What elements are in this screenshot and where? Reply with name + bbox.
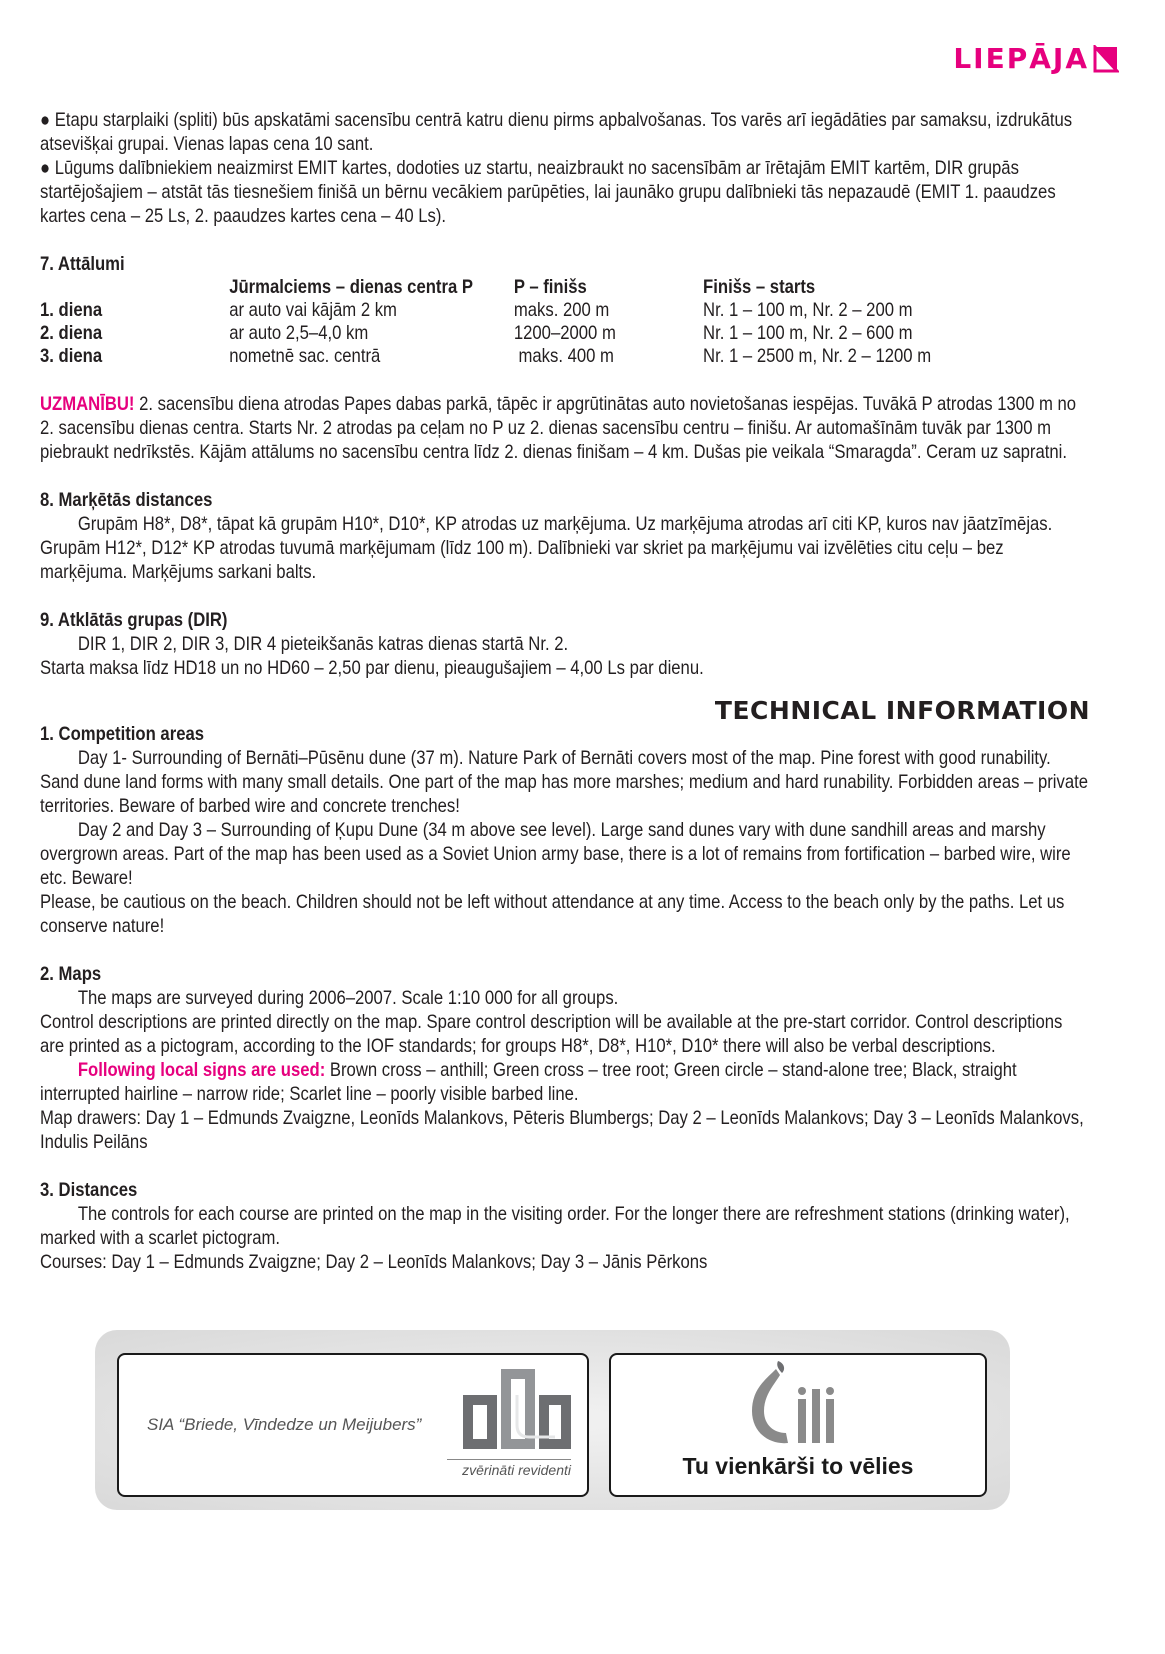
liepaja-logo <box>953 42 1119 75</box>
flag-icon <box>1093 45 1119 73</box>
sponsor-card-bvm <box>117 1353 589 1497</box>
latvian-section <box>40 108 1090 680</box>
col-header-finiss-starts: Finišs – starts <box>703 276 816 298</box>
col-header-p-finiss: P – finišs <box>513 276 587 298</box>
intro-paragraph-1: ● Etapu starplaiki (spliti) būs apskatāmi sacensību centrā katru dienu pirms apbalvošanas. Tos varēs arī iegādāties par samaksu, izdrukātus atsevišķai grupai. Vienas lapas cena 10 sant. <box>40 109 1073 155</box>
technical-section <box>40 722 1090 1274</box>
col-header-jurmalciems: Jūrmalciems – dienas centra P <box>229 276 473 298</box>
table-row: 3. diena nometnē sac. centrā maks. 400 m Nr. 1 – 2500 m, Nr. 2 – 1200 m <box>40 345 932 367</box>
page-body <box>40 108 1090 1273</box>
competition-areas-beach: Please, be cautious on the beach. Children should not be left without attendance at any time. Access to the beach only by the paths. Let us conserve nature! <box>40 891 1065 937</box>
distances-table <box>40 276 1013 368</box>
section-8-text: Grupām H8*, D8*, tāpat kā grupām H10*, D10*, KP atrodas uz marķējuma. Uz marķējuma atrodas arī citi KP, kuros nav jāatzīmējas. Grupām H12*, D12* KP atrodas tuvumā marķējumam (līdz 100 m). Dalībnieki var skriet pa marķējumu vai izvēlēties citu ceļu – bez marķējuma. Marķējums sarkani balts. <box>40 513 1053 583</box>
distances-controls: The controls for each course are printed on the map in the visiting order. For the longer there are refreshment stations (drinking water), marked with a scarlet pictogram. <box>40 1203 1070 1249</box>
bvm-logo-icon <box>459 1365 575 1453</box>
local-signs-label: Following local signs are used: <box>77 1059 326 1081</box>
section-9-title: 9. Atklātās grupas (DIR) <box>40 609 228 631</box>
section-9-line-2: Starta maksa līdz HD18 un no HD60 – 2,50 par dienu, pieaugušajiem – 4,00 Ls par dienu. <box>40 657 704 679</box>
technical-information-heading: TECHNICAL INFORMATION <box>714 696 1090 725</box>
logo-text: LIEPĀJA <box>953 42 1089 75</box>
cili-slogan: Tu vienkārši to vēlies <box>682 1453 914 1479</box>
sponsor-card-cili <box>609 1353 987 1497</box>
distances-title: 3. Distances <box>40 1179 138 1201</box>
section-9-line-1: DIR 1, DIR 2, DIR 3, DIR 4 pieteikšanās katras dienas startā Nr. 2. <box>77 633 569 655</box>
warning-label: UZMANĪBU! <box>40 393 135 415</box>
table-row: 2. diena ar auto 2,5–4,0 km 1200–2000 m Nr. 1 – 100 m, Nr. 2 – 600 m <box>40 322 913 344</box>
competition-areas-day2-3: Day 2 and Day 3 – Surrounding of Ķupu Dune (34 m above see level). Large sand dunes vary with dune sandhill areas and marshy overgrown areas. Part of the map has been used as a Soviet Union army base, there is a lot of remains from fortification – barbed wire, wire etc. Beware! <box>40 819 1071 889</box>
intro-paragraph-2: ● Lūgums dalībniekiem neaizmirst EMIT kartes, dodoties uz startu, neaizbraukt no sacensībām ar īrētajām EMIT kartēm, DIR grupās startējošajiem – atstāt tās tiesnešiem finišā un bērnu vecākiem parūpēties, lai jaunāko grupu dalībnieki tās nepazaudē (EMIT 1. paaudzes kartes cena – 25 Ls, 2. paaudzes kartes cena – 40 Ls). <box>40 157 1056 227</box>
sponsor-bvm-name: SIA “Briede, Vīndedze un Meijubers” <box>147 1415 422 1434</box>
competition-areas-day1: Day 1- Surrounding of Bernāti–Pūsēnu dune (37 m). Nature Park of Bernāti covers most of the map. Pine forest with good runability. Sand dune land forms with many small details. One part of the map has more marshes; medium and hard runability. Forbidden areas – private territories. Beware of barbed wire and concrete trenches! <box>40 747 1089 817</box>
distances-courses: Courses: Day 1 – Edmunds Zvaigzne; Day 2 – Leonīds Malankovs; Day 3 – Jānis Pērkons <box>40 1251 708 1273</box>
warning-paragraph: UZMANĪBU! 2. sacensību diena atrodas Papes dabas parkā, tāpēc ir apgrūtinātas auto novietošanas iespējas. Tuvākā P atrodas 1300 m no 2. sacensību dienas centra. Starts Nr. 2 atrodas pa ceļam no P uz 2. dienas sacensību centru – finišu. Ar automašīnām tuvāk par 1300 m piebraukt nedrīkstēs. Kājām attālums no sacensību centra līdz 2. dienas finišam – 4 km. Dušas pie veikala “Smaragda”. Ceram uz sapratni. <box>40 393 1077 463</box>
maps-survey: The maps are surveyed during 2006–2007. Scale 1:10 000 for all groups. <box>77 987 619 1009</box>
maps-local-signs: Following local signs are used: Brown cross – anthill; Green cross – tree root; Green circle – stand-alone tree; Black, straight interrupted hairline – narrow ride; Scarlet line – poorly visible barbed line. <box>40 1059 1017 1105</box>
section-7-title: 7. Attālumi <box>40 253 125 275</box>
table-row: 1. diena ar auto vai kājām 2 km maks. 200 m Nr. 1 – 100 m, Nr. 2 – 200 m <box>40 299 913 321</box>
maps-drawers: Map drawers: Day 1 – Edmunds Zvaigzne, Leonīds Malankovs, Pēteris Blumbergs; Day 2 – Leonīds Malankovs; Day 3 – Leonīds Malankovs, Indulis Peilāns <box>40 1107 1084 1153</box>
maps-control-descriptions: Control descriptions are printed directly on the map. Spare control description will be available at the pre-start corridor. Control descriptions are printed as a pictogram, according to the IOF standards; for groups H8*, D8*, H10*, D10* there will also be verbal descriptions. <box>40 1011 1063 1057</box>
sponsor-banner <box>95 1330 1010 1510</box>
maps-title: 2. Maps <box>40 963 102 985</box>
section-8-title: 8. Marķētās distances <box>40 489 213 511</box>
cili-logo-icon <box>736 1359 856 1451</box>
competition-areas-title: 1. Competition areas <box>40 723 205 745</box>
sponsor-bvm-subtitle: zvērināti revidenti <box>447 1459 571 1478</box>
table-header-row <box>40 276 1013 299</box>
